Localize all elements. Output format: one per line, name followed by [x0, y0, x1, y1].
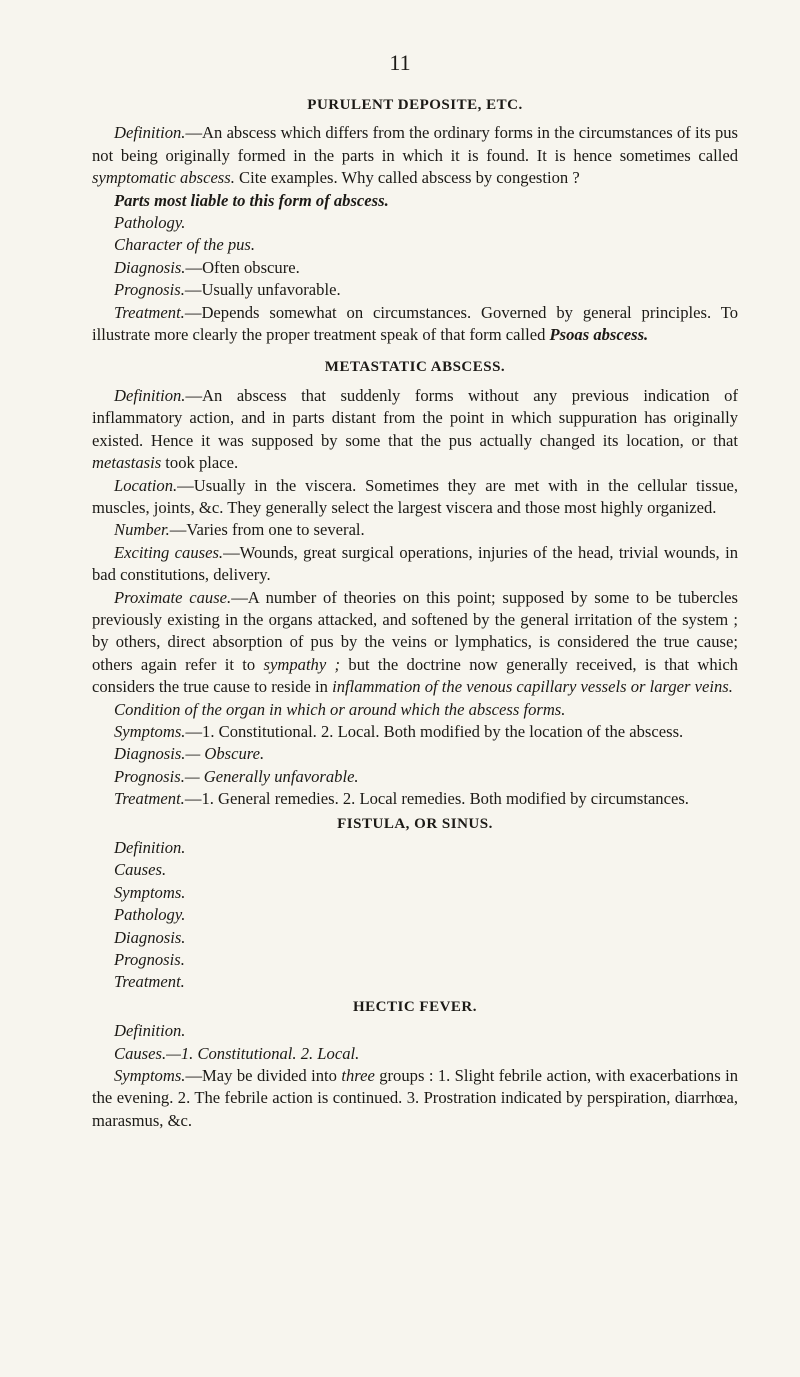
page-content: [92, 92, 738, 1132]
purulent-prognosis: Prognosis.—Usually unfavorable.: [114, 280, 341, 300]
purulent-pathology: Pathology.: [114, 213, 186, 233]
purulent-treatment: Treatment.—Depends somewhat on circumstances. Governed by general principles. To illustrate more clearly the proper treatment speak of that form called Psoas abscess.: [92, 302, 738, 345]
heading-hectic-fever: HECTIC FEVER.: [352, 998, 478, 1015]
metastatic-definition: Definition.—An abscess that suddenly forms without any previous indication of inflammatory action, and in parts distant from the point in which suppuration has originally existed. Hence it was supposed by some that the pus actually changed its location, or that metastasis took place.: [92, 385, 738, 473]
fistula-item: Definition.: [114, 838, 186, 857]
fistula-item: Causes.: [114, 860, 167, 880]
heading-metastatic-abscess: METASTATIC ABSCESS.: [324, 359, 506, 376]
metastatic-condition: Condition of the organ in which or around which the abscess forms.: [114, 699, 566, 719]
hectic-causes: Causes.—1. Constitutional. 2. Local.: [114, 1043, 360, 1063]
purulent-character: Character of the pus.: [114, 235, 256, 255]
fistula-item: Treatment.: [114, 972, 185, 992]
heading-fistula-or-sinus: FISTULA, OR SINUS.: [337, 815, 493, 832]
metastatic-prognosis: Prognosis.— Generally unfavorable.: [114, 766, 359, 786]
purulent-parts: Parts most liable to this form of abscess.: [114, 190, 389, 210]
hectic-symptoms: Symptoms.—May be divided into three groups : 1. Slight febrile action, with exacerbations in the evening. 2. The febrile action is continued. 3. Prostration indicated by perspiration, diarrhœa, marasmus, &c.: [92, 1066, 738, 1130]
metastatic-symptoms: Symptoms.—1. Constitutional. 2. Local. Both modified by the location of the abscess.: [114, 721, 684, 741]
page-number: 11: [389, 50, 411, 75]
purulent-definition: Definition.—An abscess which differs from the ordinary forms in the circumstances of its pus not being originally formed in the parts in which it is found. It is hence sometimes called symptomatic abscess. Cite examples. Why called abscess by congestion ?: [92, 123, 738, 188]
heading-purulent-deposite: PURULENT DEPOSITE, ETC.: [307, 97, 523, 113]
fistula-item: Diagnosis.: [114, 927, 186, 947]
metastatic-proximate-cause: Proximate cause.—A number of theories on this point; supposed by some to be tubercles previously existing in the organs attacked, and softened by the general irritation of the system ; by others, direct absorption of pus by the veins or lymphatics, is considered the true cause; others again refer it to sympathy ; but the doctrine now generally received, is that which considers the true cause to reside in inflammation of the venous capillary vessels or larger veins.: [92, 587, 738, 697]
metastatic-number: Number.—Varies from one to several.: [114, 520, 365, 540]
metastatic-location: Location.—Usually in the viscera. Sometimes they are met with in the cellular tissue, muscles, joints, &c. They generally select the largest viscera and those most highly organized.: [92, 475, 738, 517]
purulent-diagnosis: Diagnosis.—Often obscure.: [114, 257, 300, 277]
fistula-item: Prognosis.: [114, 950, 185, 970]
fistula-item: Pathology.: [114, 905, 186, 925]
metastatic-diagnosis: Diagnosis.— Obscure.: [114, 744, 265, 764]
metastatic-exciting-causes: Exciting causes.—Wounds, great surgical operations, injuries of the head, trivial wounds, in bad constitutions, delivery.: [92, 542, 738, 585]
metastatic-treatment: Treatment.—1. General remedies. 2. Local remedies. Both modified by circumstances.: [114, 789, 689, 809]
fistula-item: Symptoms.: [114, 882, 186, 902]
label: Definition.: [114, 123, 186, 143]
hectic-definition: Definition.: [114, 1021, 186, 1041]
